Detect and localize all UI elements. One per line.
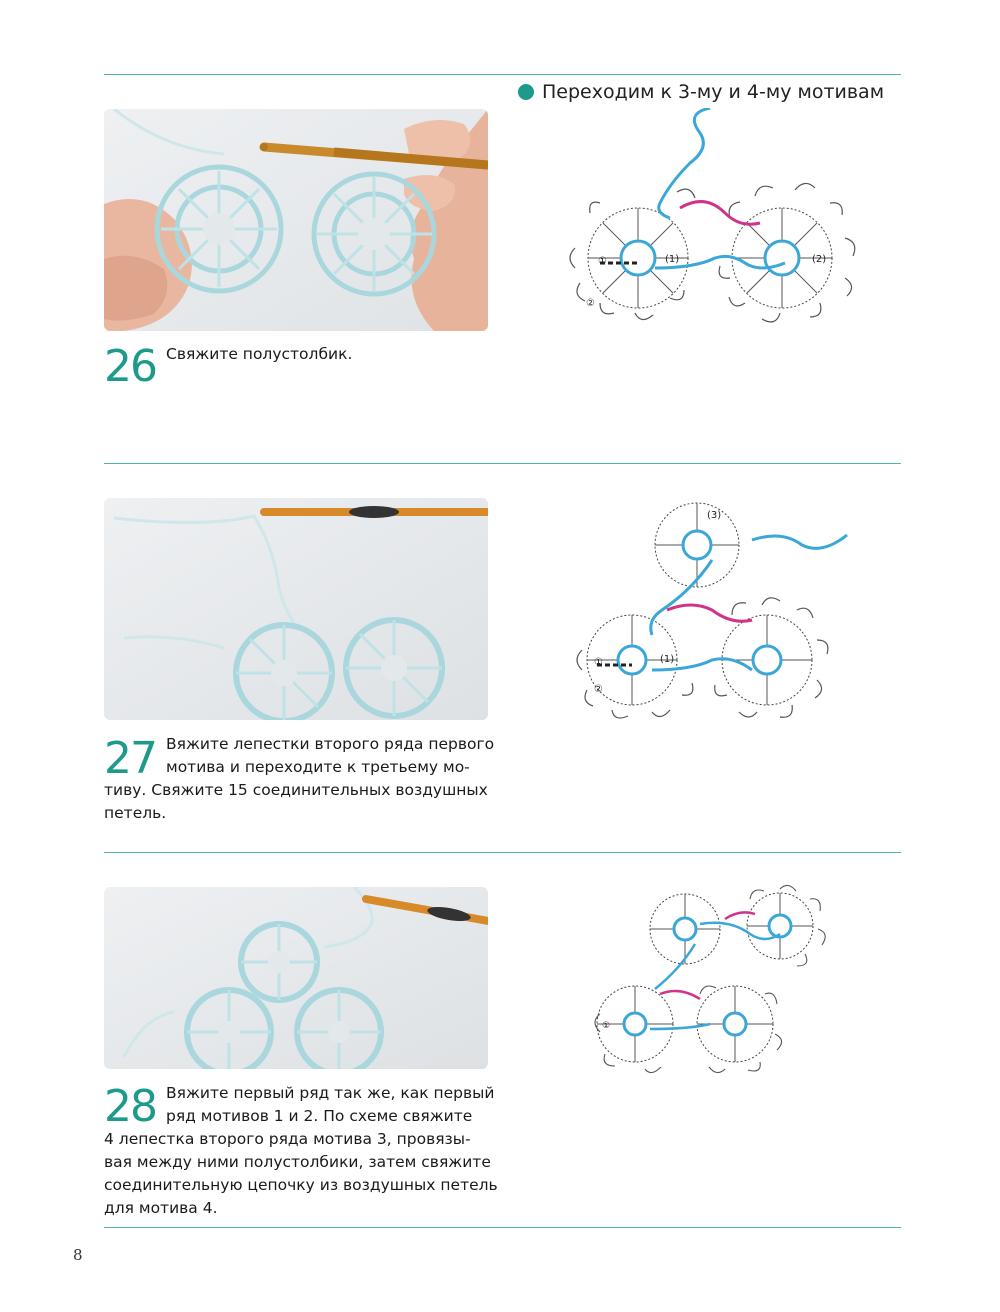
- divider-top: [104, 74, 901, 75]
- step-text-26: [166, 343, 352, 366]
- step-number-26: 26: [104, 341, 156, 392]
- section-heading: [518, 80, 884, 104]
- diagram2-label-2: ①: [594, 657, 603, 668]
- step-number-28: 28: [104, 1081, 156, 1132]
- step-28-line-4: вая между ними полустолбики, затем свяжите: [104, 1153, 491, 1171]
- step-text-27-head: [166, 733, 494, 779]
- section-heading-text: Переходим к 3-му и 4-му мотивам: [542, 81, 885, 103]
- photo-step-26: [104, 109, 488, 331]
- photo-step-28: [104, 887, 488, 1069]
- step-27-line-4: петель.: [104, 804, 167, 822]
- step-27-line-2: мотива и переходите к третьему мо-: [166, 758, 470, 776]
- page-number: 8: [73, 1246, 83, 1264]
- diagram2-label-4: ②: [594, 684, 603, 695]
- divider-2: [104, 463, 901, 464]
- step-text-28-tail: [104, 1128, 498, 1220]
- diagram-step-27: [572, 500, 852, 729]
- divider-3: [104, 852, 901, 853]
- step-27-line-3: тиву. Свяжите 15 соединительных воздушных: [104, 781, 488, 799]
- step-28-line-3: 4 лепестка второго ряда мотива 3, провязы-: [104, 1130, 471, 1148]
- step-28-line-6: для мотива 4.: [104, 1199, 218, 1217]
- step-28-line-2: ряд мотивов 1 и 2. По схеме свяжите: [166, 1107, 473, 1125]
- diagram1-label-4: ②: [586, 298, 595, 309]
- divider-bottom: [104, 1227, 901, 1228]
- diagram2-label-3: (1): [660, 654, 675, 665]
- diagram1-label-1: ①: [598, 256, 607, 267]
- diagram3-label-1: ①: [602, 1021, 611, 1031]
- diagram2-label-1: (3): [707, 510, 722, 521]
- step-26-line: Свяжите полустолбик.: [166, 345, 353, 363]
- diagram-step-28: [590, 884, 840, 1078]
- diagram-step-26: [560, 108, 860, 338]
- step-28-line-1: Вяжите первый ряд так же, как первый: [166, 1084, 495, 1102]
- step-text-28-head: [166, 1082, 494, 1128]
- step-number-27: 27: [104, 733, 156, 784]
- step-28-line-5: соединительную цепочку из воздушных петель: [104, 1176, 498, 1194]
- step-text-27-tail: [104, 779, 488, 825]
- diagram1-label-3: (2): [812, 254, 827, 265]
- photo-step-27: [104, 498, 488, 720]
- bullet-dot-icon: [518, 84, 534, 100]
- step-27-line-1: Вяжите лепестки второго ряда первого: [166, 735, 495, 753]
- diagram1-label-2: (1): [665, 254, 680, 265]
